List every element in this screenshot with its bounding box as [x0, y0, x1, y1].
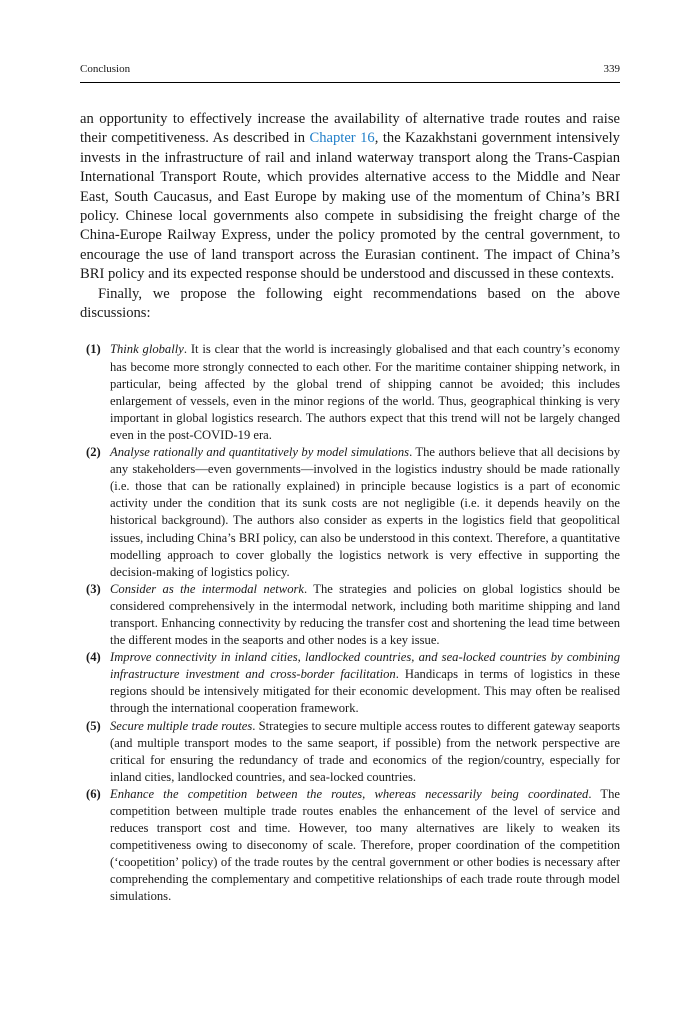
- paragraph-1-text-a: an opportunity to effectively increase the availability of alternative trade routes and raise their competitiveness. As described in: [80, 111, 620, 147]
- paragraph-1-text-b: , the Kazakhstani government intensively invests in the infrastructure of rail and inland waterway transport along the Trans-Caspian International Transport Route, which provides alternative access to the Middle and Near East, South Caucasus, and East Europe by making use of the momentum of China’s BRI policy. Chinese local governments also compete in subsidising the freight charge of the China-Europe Railway Express, under the policy promoted by the central government, to encourage the use of land transport across the Eurasian continent. The impact of China’s BRI policy and its expected response should be understood and discussed in these contexts.: [80, 130, 620, 283]
- recommendation-number: (2): [86, 445, 101, 460]
- recommendation-text: [110, 649, 620, 717]
- list-item: [80, 718, 620, 786]
- recommendation-text: [110, 786, 620, 906]
- book-page: [80, 62, 620, 906]
- section-title: Conclusion: [80, 63, 131, 75]
- paragraph-2: Finally, we propose the following eight recommendations based on the above discussions:: [80, 285, 620, 322]
- recommendation-text: [110, 581, 620, 649]
- recommendation-title: Secure multiple trade routes: [110, 718, 253, 733]
- recommendation-body: . The competition between multiple trade routes enables the enhancement of the level of service and reduces transport cost and time. However, too many alternatives are likely to weaken its competitiveness owing to diseconomy of scale. Therefore, proper coordination of the competition (‘coopetition’ policy) of the trade routes by the central government or other bodies is necessary after comprehending the complementary and competitive relationships of each trade route through model simulations.: [110, 786, 620, 904]
- recommendation-body: . Strategies to secure multiple access routes to different gateway seaports (and multiple transport modes to the same seaport, if possible) from the network perspective are critical for ensuring the redundancy of trade and economics of the region/country, especially for inland cities, landlocked countries, and sea-locked countries.: [110, 718, 620, 784]
- recommendation-text: [110, 341, 620, 444]
- recommendation-number: (4): [86, 650, 101, 665]
- recommendation-number: (5): [86, 718, 101, 733]
- recommendation-text: [110, 444, 620, 581]
- recommendation-number: (6): [86, 786, 101, 801]
- list-item: [80, 341, 620, 444]
- recommendation-title: Think globally: [110, 342, 184, 357]
- recommendation-number: (3): [86, 581, 101, 596]
- list-item: [80, 444, 620, 581]
- recommendation-body: . The strategies and policies on global logistics should be considered comprehensively in the intermodal network, including both maritime shipping and land transport. Enhancing connectivity by reducing the transfer cost and shortening the lead time between the different modes in the seaports and other nodes is a key issue.: [110, 581, 621, 648]
- paragraph-1: [80, 110, 620, 285]
- recommendation-body: . It is clear that the world is increasingly globalised and that each country’s economy has become more strongly connected to each other. For the maritime container shipping network, in particular, being affected by the global trend of shipping cannot be avoided; this includes enlargement of vessels, even in the minor regions of the world. Thus, geographical thinking is very important in global logistics research. The authors expect that this trend will not be largely changed even in the post-COVID-19 era.: [110, 342, 621, 442]
- list-item: [80, 649, 620, 717]
- list-item: [80, 786, 620, 906]
- recommendation-title: Analyse rationally and quantitatively by model simulations: [110, 445, 410, 460]
- recommendation-title: Enhance the competition between the routes, whereas necessarily being coordinated: [110, 786, 589, 801]
- recommendation-title: Improve connectivity in inland cities, landlocked countries, and sea-locked countries by combining infrastructure investment and cross-border facilitation: [110, 650, 620, 682]
- page-number: 339: [603, 63, 620, 75]
- recommendation-text: [110, 718, 620, 786]
- recommendations-list: [80, 341, 620, 905]
- chapter-16-link[interactable]: Chapter 16: [309, 130, 375, 147]
- recommendation-body: . Handicaps in terms of logistics in these regions should be intensively mitigated for their economic development. This may often be realised through the international cooperation framework.: [110, 667, 620, 716]
- running-header: [80, 62, 620, 83]
- recommendation-body: . The authors believe that all decisions by any stakeholders—even governments—involved in the logistics industry should be made rationally (i.e. those that can be rationally explained) in principle because logistics is a part of economic activity under the condition that its sunk costs are not negligible (i.e. it depends heavily on the historical background). The authors also consider as experts in the logistics field that geopolitical issues, including China’s BRI policy, can also be understood in this context. Therefore, a quantitative modelling approach to cover globally the logistics network is very effective in supporting the decision-making of logistics policy.: [110, 445, 620, 579]
- recommendation-number: (1): [86, 342, 101, 357]
- recommendation-title: Consider as the intermodal network: [110, 581, 304, 596]
- list-item: [80, 581, 620, 649]
